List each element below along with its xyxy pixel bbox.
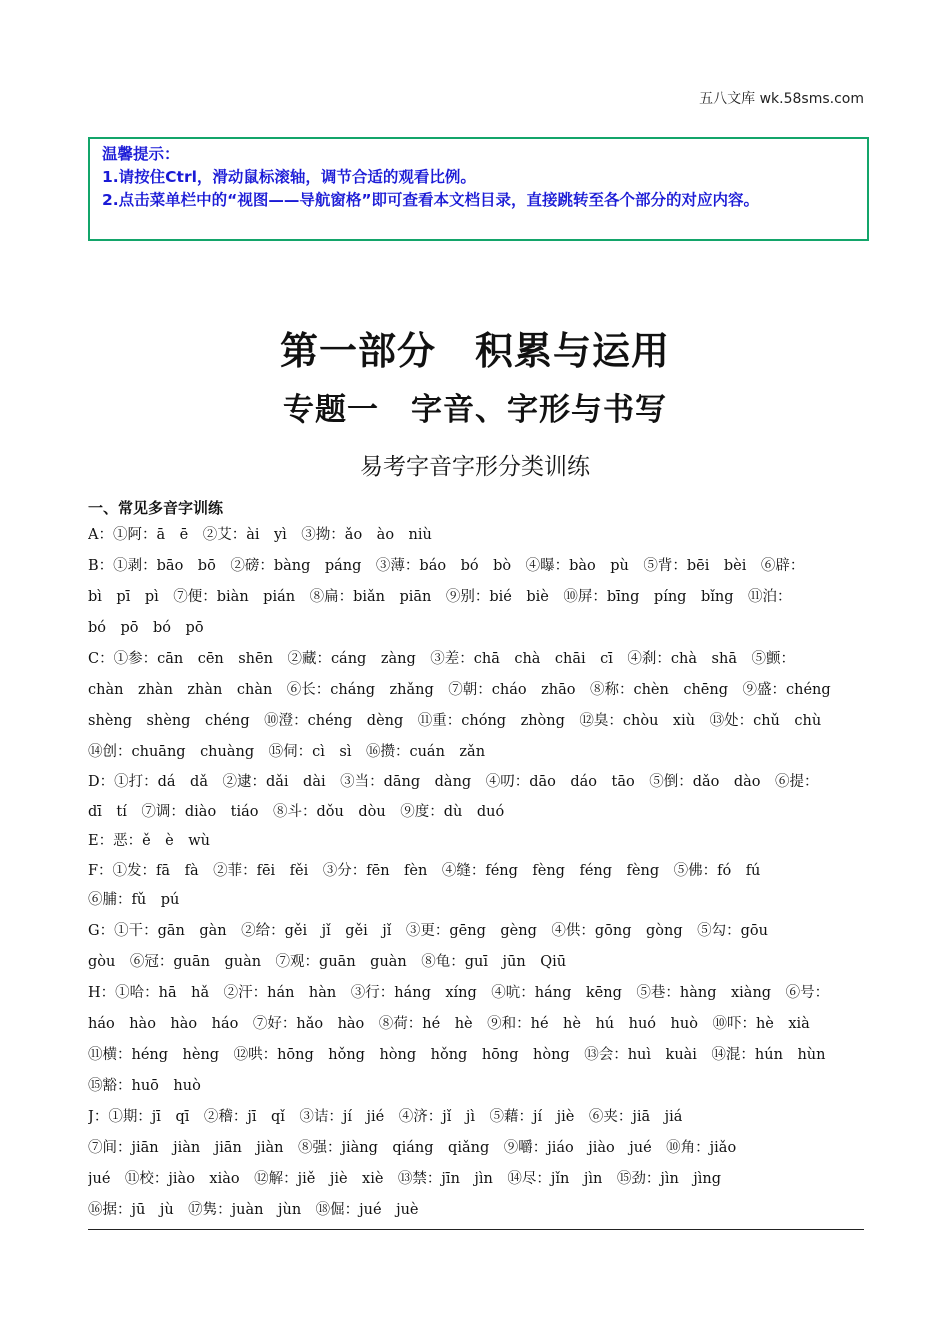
- text-line: shèng shèng chéng ⑩澄：chéng dèng ⑪重：chóng zhòng ⑫臭：chòu xiù ⑬处：chǔ chù: [88, 713, 822, 729]
- text-line: J：①期：jī qī ②稽：jī qǐ ③诘：jí jié ④济：jǐ jì ⑤藉：jí jiè ⑥夹：jiā jiá: [88, 1108, 683, 1125]
- text-line: dī tí ⑦调：diào tiáo ⑧斗：dǒu dòu ⑨度：dù duó: [88, 803, 505, 820]
- tip-line-2: 2.点击菜单栏中的“视图——导航窗格”即可查看本文档目录，直接跳转至各个部分的对应内容。: [102, 191, 760, 209]
- text-line: bó pō bó pō: [88, 620, 204, 636]
- text-line: jué ⑪校：jiào xiào ⑫解：jiě jiè xiè ⑬禁：jīn jìn ⑭尽：jǐn jìn ⑮劲：jìn jìng: [88, 1170, 722, 1187]
- topic-title: 专题一 字音、字形与书写: [283, 392, 667, 428]
- text-line: ⑭创：chuāng chuàng ⑮伺：cì sì ⑯攒：cuán zǎn: [88, 744, 486, 760]
- text-line: ⑥脯：fǔ pú: [88, 892, 180, 908]
- footer-divider: [88, 1229, 864, 1230]
- tip-box: [88, 137, 869, 241]
- text-line: F：①发：fā fà ②菲：fēi fěi ③分：fēn fèn ④缝：féng fèng féng fèng ⑤佛：fó fú: [88, 862, 761, 879]
- watermark-text: 五八文库 wk.58sms.com: [699, 91, 864, 107]
- text-line: C：①参：cān cēn shēn ②藏：cáng zàng ③差：chā chà chāi cī ④刹：chà shā ⑤颤：: [88, 651, 795, 667]
- text-line: ⑯据：jū jù ⑰隽：juàn jùn ⑱倔：jué juè: [88, 1201, 419, 1218]
- text-line: bì pī pì ⑦便：biàn pián ⑧扁：biǎn piān ⑨别：bié biè ⑩屏：bīng píng bǐng ⑪泊：: [88, 589, 792, 605]
- text-line: D：①打：dá dǎ ②逮：dǎi dài ③当：dāng dàng ④叨：dāo dáo tāo ⑤倒：dǎo dào ⑥提：: [88, 774, 819, 790]
- text-line: G：①干：gān gàn ②给：gěi jǐ gěi jǐ ③更：gēng gèng ④供：gōng gòng ⑤勾：gōu: [88, 922, 768, 939]
- tip-line-1: 1.请按住Ctrl，滑动鼠标滚轴，调节合适的观看比例。: [102, 168, 476, 186]
- text-line: B：①剥：bāo bō ②磅：bàng páng ③薄：báo bó bò ④曝：bào pù ⑤背：bēi bèi ⑥辟：: [88, 558, 805, 574]
- text-line: H：①哈：hā hǎ ②汗：hán hàn ③行：háng xíng ④吭：háng kēng ⑤巷：hàng xiàng ⑥号：: [88, 984, 830, 1001]
- text-line: E：恶：ě è wù: [88, 833, 210, 849]
- section-heading: 一、常见多音字训练: [88, 499, 224, 517]
- text-line: háo hào hào háo ⑦好：hǎo hào ⑧荷：hé hè ⑨和：hé hè hú huó huò ⑩吓：hè xià: [88, 1015, 810, 1032]
- text-line: chàn zhàn zhàn chàn ⑥长：cháng zhǎng ⑦朝：cháo zhāo ⑧称：chèn chēng ⑨盛：chéng: [88, 682, 831, 698]
- part-title: 第一部分 积累与运用: [279, 329, 670, 373]
- tip-title: 温馨提示：: [102, 145, 180, 163]
- subtitle: 易考字音字形分类训练: [360, 454, 590, 480]
- text-line: ⑦间：jiān jiàn jiān jiàn ⑧强：jiàng qiáng qiǎng ⑨嚼：jiáo jiào jué ⑩角：jiǎo: [88, 1139, 737, 1156]
- text-line: ⑮豁：huō huò: [88, 1077, 201, 1094]
- pinyin-list: [88, 520, 866, 1226]
- text-line: gòu ⑥冠：guān guàn ⑦观：guān guàn ⑧龟：guī jūn Qiū: [88, 953, 567, 970]
- text-line: A：①阿：ā ē ②艾：ài yì ③拗：ǎo ào niù: [88, 527, 432, 543]
- text-line: ⑪横：héng hèng ⑫哄：hōng hǒng hòng hǒng hōng hòng ⑬会：huì kuài ⑭混：hún hùn: [88, 1046, 826, 1063]
